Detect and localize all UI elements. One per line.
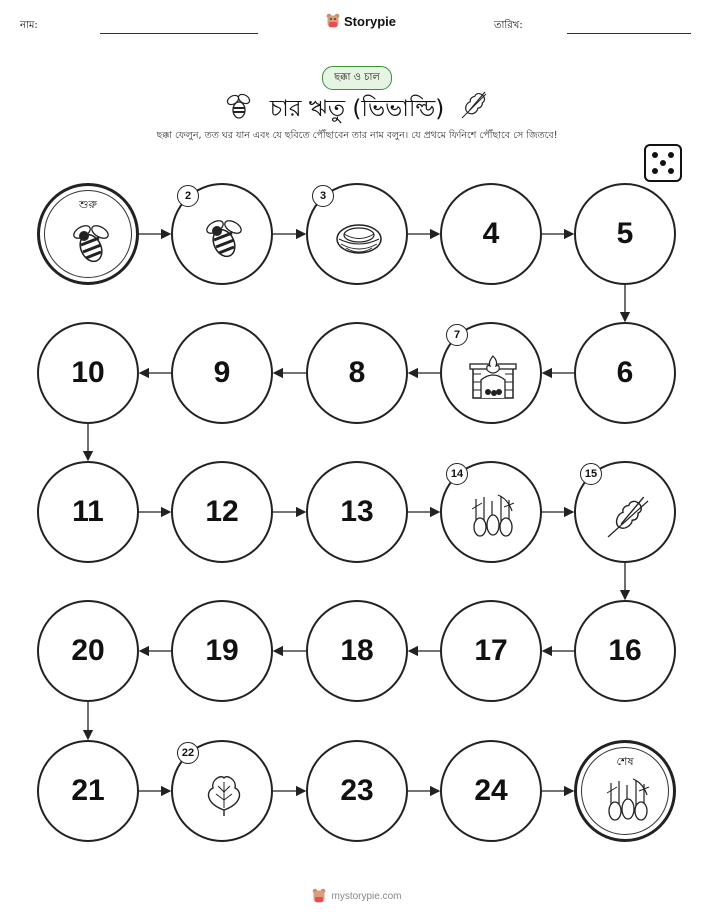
board-cell-24[interactable] <box>440 740 542 842</box>
board-cell-3[interactable] <box>306 183 408 285</box>
cell-number: 19 <box>205 634 239 667</box>
nest-icon <box>334 215 384 261</box>
cell-number-badge: 14 <box>446 463 468 485</box>
board-cell-6[interactable] <box>574 322 676 424</box>
board-cell-12[interactable] <box>171 461 273 563</box>
board-cell-10[interactable] <box>37 322 139 424</box>
page-title: চার ঋতু (ভিভাল্ডি) <box>269 96 445 122</box>
cell-number: 20 <box>71 634 105 667</box>
board-cell-13[interactable] <box>306 461 408 563</box>
board-cell-20[interactable] <box>37 600 139 702</box>
board-cell-15[interactable] <box>574 461 676 563</box>
orchestra-icon <box>468 493 518 539</box>
board-cell-8[interactable] <box>306 322 408 424</box>
board-cell-23[interactable] <box>306 740 408 842</box>
cell-number: 6 <box>616 356 634 389</box>
orchestra-icon <box>603 777 653 823</box>
cell-number-badge: 22 <box>177 742 199 764</box>
board-cell-7[interactable] <box>440 322 542 424</box>
cell-number: 24 <box>474 774 508 807</box>
cell-number: 18 <box>340 634 374 667</box>
board-cell-11[interactable] <box>37 461 139 563</box>
game-type-label: ছক্কা ও চাল <box>334 71 380 83</box>
cell-number: 10 <box>71 356 105 389</box>
board-cell-4[interactable] <box>440 183 542 285</box>
cell-number: 17 <box>474 634 508 667</box>
footer <box>0 888 714 904</box>
cell-number-badge: 7 <box>446 324 468 346</box>
brand-name: Storypie <box>344 13 397 29</box>
board-cell-14[interactable] <box>440 461 542 563</box>
cell-number: 13 <box>340 495 374 528</box>
cell-number-badge: 2 <box>177 185 199 207</box>
cell-number-badge: 15 <box>580 463 602 485</box>
cell-number: 5 <box>616 217 634 250</box>
finish-cell[interactable] <box>574 740 676 842</box>
cell-number: 9 <box>213 356 231 389</box>
bee-icon <box>66 220 116 266</box>
cell-number: 11 <box>72 495 104 528</box>
leaf-icon <box>199 772 249 818</box>
violin-icon <box>602 493 652 539</box>
board-cell-5[interactable] <box>574 183 676 285</box>
name-label: নাম: <box>20 20 38 31</box>
cell-number: 8 <box>348 356 366 389</box>
cell-number: 12 <box>205 495 239 528</box>
footer-url[interactable]: mystorypie.com <box>331 890 402 902</box>
bee-icon <box>199 215 249 261</box>
date-label: তারিখ: <box>494 20 523 31</box>
board-cell-19[interactable] <box>171 600 273 702</box>
start-cell[interactable] <box>37 183 139 285</box>
cell-number: 21 <box>71 774 105 807</box>
board-cell-21[interactable] <box>37 740 139 842</box>
finish-label: শেষ <box>616 755 634 768</box>
cell-number: 16 <box>608 634 642 667</box>
bear-icon <box>312 888 326 904</box>
board-cell-9[interactable] <box>171 322 273 424</box>
board-cell-2[interactable] <box>171 183 273 285</box>
board-cell-18[interactable] <box>306 600 408 702</box>
cell-number: 23 <box>340 774 374 807</box>
cell-number-badge: 3 <box>312 185 334 207</box>
cell-number: 4 <box>482 217 500 250</box>
board-cell-17[interactable] <box>440 600 542 702</box>
fireplace-icon <box>468 354 518 400</box>
board-cell-16[interactable] <box>574 600 676 702</box>
board-cell-22[interactable] <box>171 740 273 842</box>
start-label: শুরু <box>79 198 97 211</box>
instructions: ছক্কা ফেলুন, তত ঘর যান এবং যে ছবিতে পৌঁছাবেন তার নাম বলুন। যে প্রথমে ফিনিশে পৌঁছাবে সে জিতবে! <box>156 130 558 141</box>
